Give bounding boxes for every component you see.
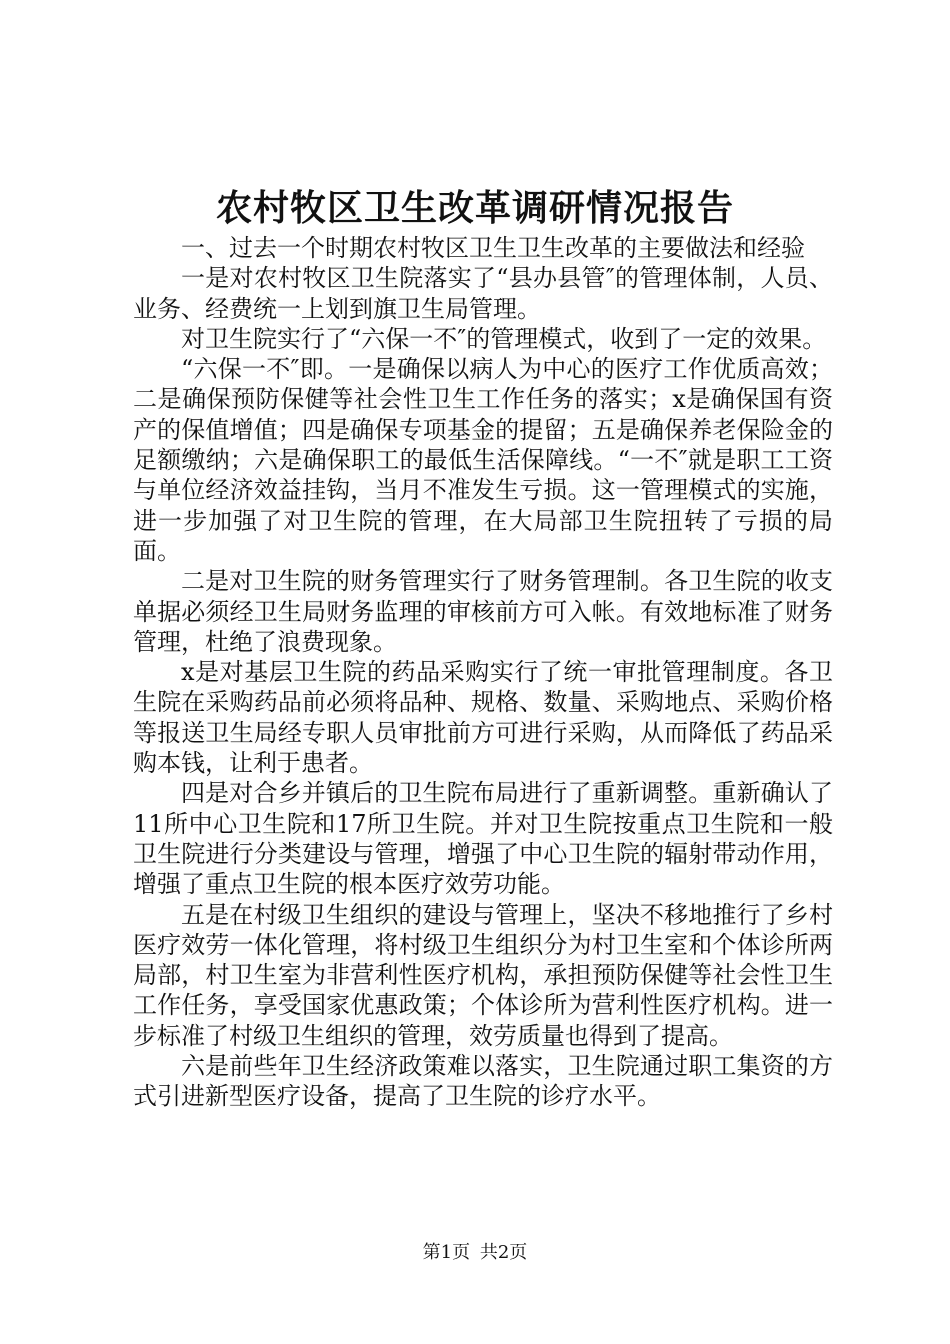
paragraph: 对卫生院实行了“六保一不″的管理模式，收到了一定的效果。	[181, 324, 827, 353]
paragraph: 五是在村级卫生组织的建设与管理上，坚决不移地推行了乡村医疗效劳一体化管理，将村级卫生组织分为村卫生室和个体诊所两局部，村卫生室为非营利性医疗机构，承担预防保健等社会性卫生工作任务，享受国家优惠政策；个体诊所为营利性医疗机构。进一步标准了村级卫生组织的管理，效劳质量也得到了提高。	[133, 900, 833, 1050]
document-title: 农村牧区卫生改革调研情况报告	[215, 187, 734, 229]
paragraph: x是对基层卫生院的药品采购实行了统一审批管理制度。各卫生院在采购药品前必须将品种、规格、数量、采购地点、采购价格等报送卫生局经专职人员审批前方可进行采购，从而降低了药品采购本钱，让利于患者。	[133, 658, 833, 778]
paragraph: 二是对卫生院的财务管理实行了财务管理制。各卫生院的收支单据必须经卫生局财务监理的审核前方可入帐。有效地标准了财务管理，杜绝了浪费现象。	[133, 567, 833, 656]
page-footer	[0, 1241, 950, 1265]
paragraph: 一是对农村牧区卫生院落实了“县办县管″的管理体制，人员、业务、经费统一上划到旗卫生局管理。	[133, 264, 833, 323]
paragraph: 四是对合乡并镇后的卫生院布局进行了重新调整。重新确认了11所中心卫生院和17所卫生院。并对卫生院按重点卫生院和一般卫生院进行分类建设与管理，增强了中心卫生院的辐射带动作用，增强了重点卫生院的根本医疗效劳功能。	[133, 779, 833, 899]
paragraph: 六是前些年卫生经济政策难以落实，卫生院通过职工集资的方式引进新型医疗设备，提高了卫生院的诊疗水平。	[133, 1052, 833, 1111]
page-total: 共2页	[479, 1242, 528, 1263]
paragraph: 一、过去一个时期农村牧区卫生卫生改革的主要做法和经验	[181, 234, 805, 262]
page-number: 第1页	[422, 1242, 471, 1263]
document-body	[133, 233, 833, 1112]
paragraph: “六保一不″即。一是确保以病人为中心的医疗工作优质高效；二是确保预防保健等社会性卫生工作任务的落实；x是确保国有资产的保值增值；四是确保专项基金的提留；五是确保养老保险金的足额缴纳；六是确保职工的最低生活保障线。“一不″就是职工工资与单位经济效益挂钩，当月不准发生亏损。这一管理模式的实施，进一步加强了对卫生院的管理，在大局部卫生院扭转了亏损的局面。	[133, 355, 833, 565]
